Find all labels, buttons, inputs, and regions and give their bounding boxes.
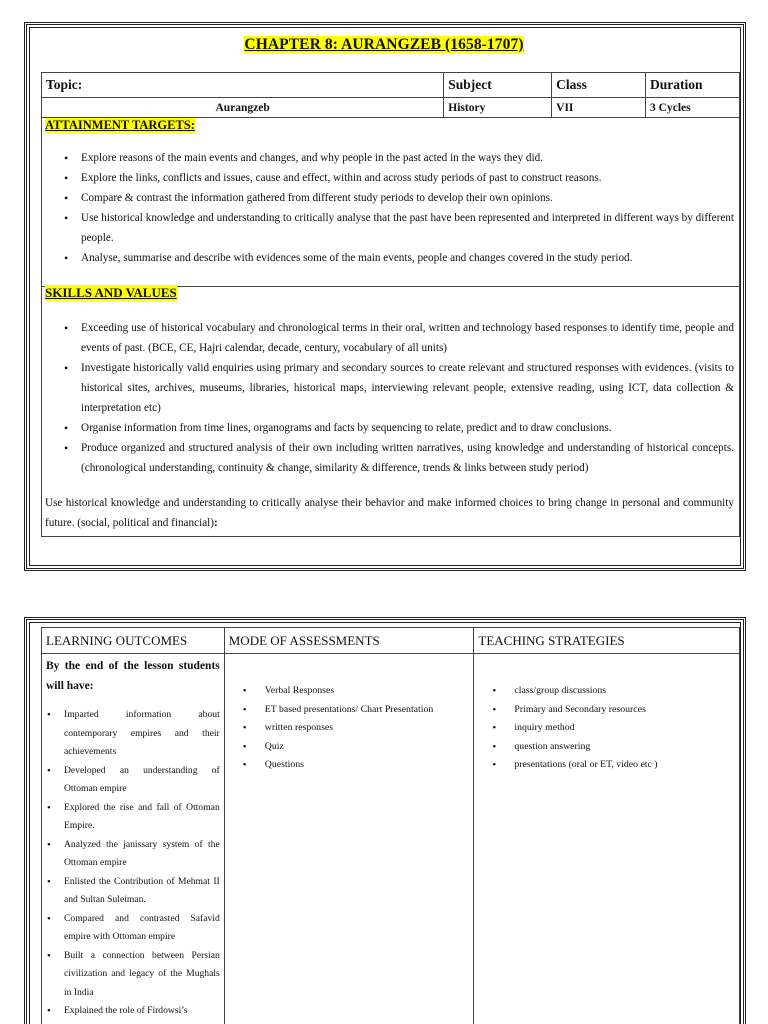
topic-table-value-row xyxy=(42,98,740,118)
list-item: • presentations (oral or ET, video etc ) xyxy=(492,756,739,775)
list-item: • inquiry method xyxy=(492,719,739,738)
outcomes-intro: By the end of the lesson students will have: xyxy=(46,660,220,692)
list-item: • class/group discussions xyxy=(492,682,739,701)
chapter-title-wrap xyxy=(0,36,768,54)
lesson-table-body-row xyxy=(42,654,740,1024)
assessments-cell xyxy=(224,654,474,1024)
list-item: • Investigate historically valid enquiries using primary and secondary sources to create relevant and structured responses with evidences. (visits to historical sites, archives, museums, libraries, historical maps, interviewing relevant people, extensive reading, using ICT, data collection & interpretation etc) xyxy=(64,358,734,418)
attainment-list xyxy=(64,148,734,268)
learning-outcomes-cell xyxy=(42,654,225,1024)
skills-heading: SKILLS AND VALUES xyxy=(45,285,177,300)
list-item: • Quiz xyxy=(243,738,474,757)
list-item: • Questions xyxy=(243,756,474,775)
skills-paragraph-end: : xyxy=(214,517,218,529)
list-item: • Developed an understanding of Ottoman empire xyxy=(46,762,220,799)
topic-table xyxy=(41,72,740,118)
list-item: • ET based presentations/ Chart Presentation xyxy=(243,701,474,720)
skills-paragraph xyxy=(45,493,734,533)
strategies-list xyxy=(474,682,739,775)
list-item: • Built a connection between Persian civilization and legacy of the Mughals in India xyxy=(46,947,220,1003)
lesson-table-header-row xyxy=(42,628,740,654)
mode-of-assessments-header: MODE OF ASSESSMENTS xyxy=(224,628,474,654)
list-item: • question answering xyxy=(492,738,739,757)
strategies-cell xyxy=(474,654,740,1024)
list-item: • Compare & contrast the information gathered from different study periods to develop their own opinions. xyxy=(64,188,734,208)
assessments-list xyxy=(225,682,474,775)
list-item: • Compared and contrasted Safavid empire with Ottoman empire xyxy=(46,910,220,947)
outcomes-list xyxy=(42,706,224,1021)
topic-header: Topic: xyxy=(42,73,444,98)
chapter-title: CHAPTER 8: AURANGZEB (1658-1707) xyxy=(244,36,524,53)
lesson-table xyxy=(41,627,740,1024)
list-item: • Analyzed the janissary system of the Ottoman empire xyxy=(46,836,220,873)
list-item: • Exceeding use of historical vocabulary and chronological terms in their oral, written and technology based responses to identify time, people and events of past. (BCE, CE, Hajri calendar, decade, century, vocabulary of all units) xyxy=(64,318,734,358)
list-item: • Explained the role of Firdowsi’s xyxy=(46,1002,220,1021)
list-item: • Analyse, summarise and describe with evidences some of the main events, people and changes covered in the study period. xyxy=(64,248,734,268)
teaching-strategies-header: TEACHING STRATEGIES xyxy=(474,628,740,654)
list-item: • Explored the rise and fall of Ottoman Empire. xyxy=(46,799,220,836)
skills-paragraph-text: Use historical knowledge and understanding to critically analyse their behavior and make informed choices to bring change in personal and community future. (social, political and financial) xyxy=(45,497,734,529)
list-item: • Primary and Secondary resources xyxy=(492,701,739,720)
topic-value: Aurangzeb xyxy=(42,98,444,118)
class-header: Class xyxy=(552,73,646,98)
attainment-heading: ATTAINMENT TARGETS: xyxy=(45,118,195,132)
list-item: • Use historical knowledge and understanding to critically analyse that the past have been represented and interpreted in different ways by different people. xyxy=(64,208,734,248)
subject-header: Subject xyxy=(444,73,552,98)
duration-value: 3 Cycles xyxy=(646,98,740,118)
list-item: • Produce organized and structured analysis of their own including written narratives, using knowledge and understanding of historical concepts. (chronological understanding, continuity & change, similarity & difference, trends & links between study period) xyxy=(64,438,734,478)
class-value: VII xyxy=(552,98,646,118)
topic-table-header-row xyxy=(42,73,740,98)
skills-list xyxy=(64,318,734,478)
list-item: • written responses xyxy=(243,719,474,738)
duration-header: Duration xyxy=(646,73,740,98)
list-item: • Explore the links, conflicts and issues, cause and effect, within and across study periods of past to construct reasons. xyxy=(64,168,734,188)
list-item: • Imparted information about contemporary empires and their achievements xyxy=(46,706,220,762)
list-item: • Organise information from time lines, organograms and facts by sequencing to relate, predict and to draw conclusions. xyxy=(64,418,734,438)
list-item: • Verbal Responses xyxy=(243,682,474,701)
subject-value: History xyxy=(444,98,552,118)
list-item: • Explore reasons of the main events and changes, and why people in the past acted in the ways they did. xyxy=(64,148,734,168)
learning-outcomes-header: LEARNING OUTCOMES xyxy=(42,628,225,654)
list-item: • Enlisted the Contribution of Mehmat II and Sultan Suleiman. xyxy=(46,873,220,910)
